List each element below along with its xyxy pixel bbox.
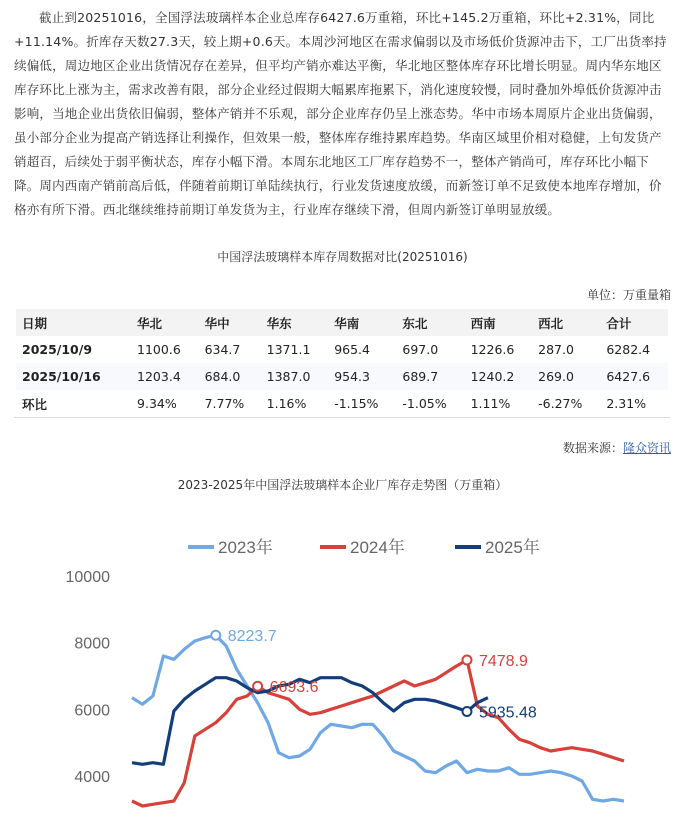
table-cell: 1226.6 — [470, 342, 515, 357]
table-header-row — [16, 309, 668, 336]
y-tick-label: 6000 — [74, 702, 110, 720]
table-unit: 单位：万重量箱 — [586, 288, 671, 302]
article-paragraph: 截止到20251016，全国浮法玻璃样本企业总库存6427.6万重箱，环比+145.2万重箱，环比+2.31%，同比+11.14%。折库存天数27.3天，较上期+0.6天。本周沙河地区在需求偏弱以及市场低价货源冲击下，工厂出货率持续偏低，周边地区企业出货情况存在差异，但平均产销亦难达平衡，华北地区整体库存环比增长明显。周内华东地区库存环比上涨为主，需求改善有限，部分企业经过假期大幅累库拖累下，消化速度较慢，同时叠加外埠低价货源冲击影响，当地企业出货依旧偏弱，整体产销并不乐观，部分企业库存仍呈上涨态势。华中市场本周原片企业出货偏弱，虽小部分企业为提高产销选择让利操作，但效果一般，整体库存维持累库趋势。华南区域里价相对稳健，上旬发货产销超百，后续处于弱平衡状态，库存小幅下滑。本周东北地区工厂库存趋势不一，整体产销尚可，库存环比小幅下降。周内西南产销前高后低，伴随着前期订单陆续执行，行业发货速度放缓，而新签订单不足致使本地库存增加，价格亦有所下滑。西北继续维持前期订单发货为主，行业库存继续下滑，但周内新签订单明显放缓。 — [14, 10, 667, 217]
table-row — [16, 363, 668, 390]
table-cell: 6282.4 — [606, 342, 651, 357]
annotation-marker — [462, 707, 471, 716]
annotation-marker — [462, 656, 471, 665]
table-cell: 9.34% — [137, 396, 177, 411]
header-cell: 日期 — [16, 309, 131, 336]
header-cell: 华南 — [328, 309, 396, 336]
legend-label: 2023年 — [218, 538, 273, 557]
table-row — [16, 390, 668, 417]
header-cell: 西南 — [465, 309, 533, 336]
table-cell: 2.31% — [606, 396, 647, 411]
annotation-marker — [253, 682, 262, 691]
annotation-label: 5935.48 — [478, 704, 537, 722]
y-tick-label: 10000 — [65, 569, 110, 586]
chart-title: 2023-2025年中国浮法玻璃样本企业厂库存走势图（万重箱） — [177, 478, 508, 492]
source-label: 数据来源： — [562, 441, 623, 455]
table-cell: 1100.6 — [137, 342, 181, 357]
table-cell: -6.27% — [538, 396, 583, 411]
table-cell: 7.77% — [204, 396, 245, 411]
source-link[interactable]: 隆众资讯 — [622, 441, 671, 455]
table-cell: 954.3 — [328, 363, 396, 390]
table-cell: 1.11% — [470, 396, 511, 411]
table-cell: 1.16% — [266, 396, 307, 411]
table-cell: 684.0 — [199, 363, 261, 390]
header-cell: 华东 — [261, 309, 329, 336]
table-cell: 1203.4 — [131, 363, 199, 390]
annotation-label: 8223.7 — [227, 628, 277, 646]
y-tick-label: 4000 — [74, 769, 110, 786]
annotation-label: 7478.9 — [478, 653, 528, 671]
table-cell: 689.7 — [396, 363, 464, 390]
table-caption: 中国浮法玻璃样本库存周数据对比(20251016) — [217, 250, 468, 264]
header-cell: 西北 — [532, 309, 600, 336]
table-cell: 287.0 — [538, 342, 574, 357]
table-cell: 965.4 — [334, 342, 370, 357]
table-cell: 环比 — [22, 396, 48, 412]
table-cell: 6427.6 — [600, 363, 668, 390]
annotation-marker — [211, 631, 220, 640]
inventory-table — [16, 309, 668, 417]
table-cell: -1.15% — [334, 396, 379, 411]
annotation-label: 6693.6 — [269, 679, 319, 697]
table-cell: 2025/10/9 — [22, 342, 93, 357]
inventory-line-chart — [0, 500, 685, 832]
table-cell: 697.0 — [402, 342, 439, 357]
table-cell: 2025/10/16 — [16, 363, 131, 390]
table-row — [16, 336, 668, 363]
table-cell: 1371.1 — [266, 342, 311, 357]
header-cell: 华北 — [131, 309, 199, 336]
legend-label: 2024年 — [350, 538, 405, 557]
header-cell: 东北 — [396, 309, 464, 336]
table-cell: -1.05% — [402, 396, 447, 411]
series-line-2024年 — [132, 660, 624, 806]
series-line-2023年 — [132, 635, 624, 801]
header-cell: 华中 — [199, 309, 261, 336]
legend-label: 2025年 — [485, 538, 540, 557]
table-cell: 634.7 — [204, 342, 241, 357]
table-cell: 1240.2 — [465, 363, 533, 390]
header-cell: 合计 — [600, 309, 668, 336]
data-source — [563, 439, 671, 456]
table-cell: 1387.0 — [261, 363, 329, 390]
table-divider — [14, 417, 670, 418]
y-tick-label: 8000 — [74, 635, 110, 653]
table-cell: 269.0 — [532, 363, 600, 390]
